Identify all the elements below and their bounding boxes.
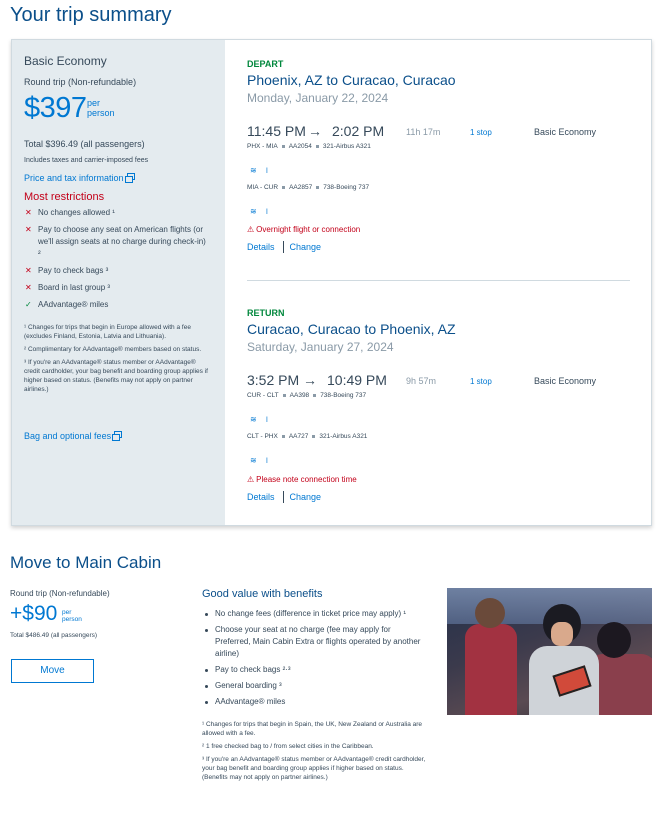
depart-stops-link[interactable]: 1 stop [470, 128, 492, 137]
return-times [247, 372, 637, 392]
footnote: ¹ Changes for trips that begin in Europe allowed with a fee (excludes Finland, Estonia, Latvia and Lithuania). [24, 324, 191, 340]
restriction-item [24, 299, 209, 311]
benefit-item: No change fees (difference in ticket price may apply) ¹ [202, 608, 427, 620]
x-icon: ✕ [25, 208, 32, 217]
separator-dot [282, 435, 285, 438]
fare-price: $397 [24, 92, 87, 124]
separator-dot [282, 145, 285, 148]
depart-arr-time: 2:02 PM [332, 123, 385, 139]
restriction-text: AAdvantage® miles [38, 300, 109, 309]
fare-total: Total $396.49 (all passengers) [24, 139, 145, 149]
segment-flight: AA2857 [289, 184, 313, 191]
return-warning [247, 475, 357, 484]
restriction-text: No changes allowed ¹ [38, 208, 115, 217]
fare-per-person: per person [87, 98, 115, 118]
segment-flight: AA727 [288, 433, 309, 440]
depart-leg [247, 59, 637, 105]
return-amenities-1 [250, 409, 277, 424]
warning-icon: ⚠ [247, 225, 255, 234]
segment-route: MIA - CUR [247, 184, 279, 191]
return-date: Saturday, January 27, 2024 [247, 340, 394, 354]
benefit-item: Pay to check bags ²·³ [202, 664, 427, 676]
depart-segment [247, 143, 371, 150]
depart-amenities-2 [250, 201, 277, 216]
return-amenities-2 [250, 450, 277, 465]
return-label: RETURN [247, 308, 285, 318]
arrow-right-icon: → [308, 123, 322, 139]
restriction-item [24, 224, 209, 260]
benefit-item: AAdvantage® miles [202, 696, 427, 708]
depart-actions [247, 241, 321, 252]
wifi-icon: ≋ [250, 456, 257, 465]
divider [283, 491, 284, 503]
fare-footnotes [24, 323, 209, 398]
segment-route: CUR - CLT [247, 392, 279, 399]
fare-cabin: Basic Economy [24, 54, 107, 68]
external-link-icon [114, 431, 122, 438]
price-tax-link[interactable] [24, 168, 135, 186]
segment-route: CLT - PHX [247, 433, 278, 440]
footnote: ¹ Changes for trips that begin in Spain, the UK, New Zealand or Australia are allowed with a fee. [202, 721, 423, 737]
return-cabin: Basic Economy [534, 376, 597, 386]
upsell-price: +$90 [10, 602, 58, 625]
wifi-icon: ≋ [250, 207, 257, 216]
segment-aircraft: 321-Airbus A321 [322, 143, 371, 150]
restriction-text: Board in last group ³ [38, 283, 111, 292]
segment-aircraft: 321-Airbus A321 [319, 433, 368, 440]
depart-label: DEPART [247, 59, 284, 69]
wifi-icon: ≋ [250, 415, 257, 424]
x-icon: ✕ [25, 283, 32, 292]
depart-dep-time: 11:45 PM [247, 123, 306, 139]
footnote: ² 1 free checked bag to / from select cities in the Caribbean. [202, 743, 374, 750]
separator-dot [316, 145, 319, 148]
legs-divider [247, 280, 630, 281]
check-icon: ✓ [25, 300, 32, 309]
power-icon: ⏽ [263, 166, 271, 175]
return-segment [247, 433, 367, 440]
wifi-icon: ≋ [250, 166, 257, 175]
power-icon: ⏽ [263, 415, 271, 424]
depart-times [247, 123, 637, 143]
power-icon: ⏽ [263, 456, 271, 465]
depart-warning [247, 225, 360, 234]
depart-change-link[interactable]: Change [289, 242, 322, 252]
trip-summary-card [11, 39, 652, 526]
segment-aircraft: 738-Boeing 737 [320, 392, 367, 399]
bag-fees-link-label: Bag and optional fees [24, 431, 112, 441]
separator-dot [313, 394, 316, 397]
fare-panel [12, 40, 225, 525]
return-duration: 9h 57m [406, 376, 437, 386]
depart-warning-text: Overnight flight or connection [256, 225, 361, 234]
footnote: ² Complimentary for AAdvantage® members based on status. [24, 346, 202, 353]
depart-segment [247, 184, 369, 191]
x-icon: ✕ [25, 225, 32, 234]
return-segment [247, 392, 366, 399]
footnote: ³ If you're an AAdvantage® status member or AAdvantage® credit cardholder, your bag benefit and boarding group applies if higher based on status. (Benefits may not apply on partner airlines.) [202, 756, 426, 781]
separator-dot [316, 186, 319, 189]
depart-cabin: Basic Economy [534, 127, 597, 137]
return-stops-link[interactable]: 1 stop [470, 377, 492, 386]
upsell-title: Move to Main Cabin [10, 553, 162, 572]
external-link-icon [127, 173, 135, 180]
separator-dot [283, 394, 286, 397]
depart-date: Monday, January 22, 2024 [247, 91, 389, 105]
separator-dot [282, 186, 285, 189]
main-cabin-photo [447, 588, 652, 715]
footnote: ³ If you're an AAdvantage® status member or AAdvantage® credit cardholder, your bag benefit and boarding group applies if higher based on status. (Benefits may not apply on partner airlines.) [24, 359, 208, 393]
move-button[interactable]: Move [11, 659, 94, 683]
return-change-link[interactable]: Change [289, 492, 322, 502]
restriction-item [24, 207, 209, 219]
x-icon: ✕ [25, 266, 32, 275]
separator-dot [312, 435, 315, 438]
restriction-item [24, 282, 209, 294]
benefits-list [202, 608, 427, 712]
restriction-text: Pay to check bags ³ [38, 266, 109, 275]
depart-route: Phoenix, AZ to Curacao, Curacao [247, 72, 456, 88]
segment-flight: AA2054 [288, 143, 312, 150]
return-arr-time: 10:49 PM [327, 372, 387, 388]
bag-fees-link[interactable] [24, 426, 122, 444]
return-details-link[interactable]: Details [247, 492, 275, 502]
benefit-item: Choose your seat at no charge (fee may apply for Preferred, Main Cabin Extra or flights operated by another airline) [202, 624, 427, 660]
page-title: Your trip summary [10, 4, 172, 26]
return-leg [247, 308, 637, 354]
fare-taxes-note: Includes taxes and carrier-imposed fees [24, 157, 149, 164]
return-actions [247, 491, 321, 502]
segment-flight: AA398 [289, 392, 310, 399]
restrictions-list [24, 207, 209, 316]
depart-duration: 11h 17m [406, 127, 441, 137]
upsell-total: Total $486.49 (all passengers) [10, 632, 98, 639]
upsell-per-person: per person [62, 609, 82, 623]
restriction-text: Pay to choose any seat on American flights (or we'll assign seats at no charge during check-in) ² [38, 225, 206, 258]
segment-route: PHX - MIA [247, 143, 278, 150]
restrictions-title: Most restrictions [24, 191, 105, 203]
return-dep-time: 3:52 PM [247, 372, 300, 388]
benefits-title: Good value with benefits [202, 588, 323, 600]
segment-aircraft: 738-Boeing 737 [323, 184, 370, 191]
power-icon: ⏽ [263, 207, 271, 216]
depart-details-link[interactable]: Details [247, 242, 275, 252]
upsell-trip-type: Round trip (Non-refundable) [10, 589, 110, 598]
price-tax-link-label: Price and tax information [24, 173, 124, 183]
restriction-item [24, 265, 209, 277]
fare-trip-type: Round trip (Non-refundable) [24, 77, 137, 87]
warning-icon: ⚠ [247, 475, 255, 484]
divider [283, 241, 284, 253]
upsell-footnotes [202, 720, 427, 786]
benefit-item: General boarding ³ [202, 680, 427, 692]
depart-amenities-1 [250, 160, 277, 175]
return-route: Curacao, Curacao to Phoenix, AZ [247, 321, 456, 337]
arrow-right-icon: → [303, 372, 317, 388]
return-warning-text: Please note connection time [256, 475, 357, 484]
